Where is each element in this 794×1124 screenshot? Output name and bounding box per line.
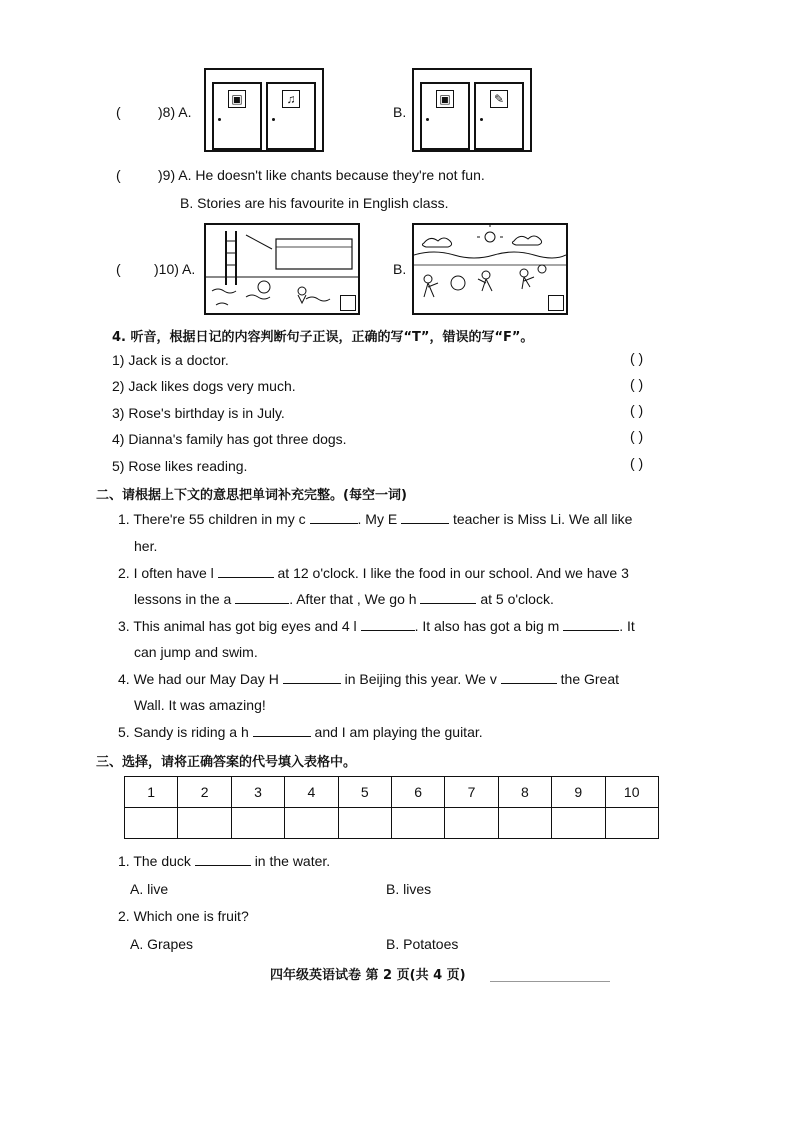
blank[interactable] <box>253 724 311 737</box>
answer-table-header: 6 <box>391 777 444 808</box>
sec4-answer-bracket-1[interactable]: ( ) <box>630 350 644 366</box>
answer-cell[interactable] <box>231 808 284 839</box>
part2-q3-text-c: . It <box>619 618 635 634</box>
part2-q1-text-d: her. <box>134 538 158 554</box>
part3-q1-option-b: B. lives <box>386 881 432 897</box>
blank[interactable] <box>218 565 274 578</box>
part2-q1-line1 <box>118 511 632 527</box>
q9-line-b <box>180 195 448 211</box>
part2-q2-line2 <box>134 591 554 607</box>
section-4-heading: 4. 听音，根据日记的内容判断句子正误，正确的写“T”，错误的写“F”。 <box>112 330 534 345</box>
part2-q2-text-a: 2. I often have l <box>118 565 214 581</box>
q10-option-a-picture <box>204 223 360 315</box>
blank[interactable] <box>401 511 449 524</box>
part2-q2-text-e: at 5 o'clock. <box>480 591 554 607</box>
part3-q1-stem-b: in the water. <box>254 853 331 869</box>
q8-label: 8) A. <box>162 104 192 120</box>
sec4-item-4: 4) Dianna's family has got three dogs. <box>112 431 347 447</box>
sec4-item-3: 3) Rose's birthday is in July. <box>112 405 285 421</box>
part2-q2-text-d: . After that , We go h <box>289 591 417 607</box>
answer-box[interactable] <box>340 295 356 311</box>
answer-cell[interactable] <box>498 808 551 839</box>
page-footer: 四年级英语试卷 第 2 页(共 4 页) <box>270 968 466 983</box>
q10-label-line <box>154 261 195 277</box>
part2-q1-text-c: teacher is Miss Li. We all like <box>452 511 633 527</box>
blank[interactable] <box>310 511 358 524</box>
part2-q1-text-a: 1. There're 55 children in my c <box>118 511 306 527</box>
q9-paren-close: ) <box>158 167 163 183</box>
part2-q2-line1 <box>118 565 629 581</box>
part3-q1-stem-a: 1. The duck <box>118 853 191 869</box>
part3-q2-option-b: B. Potatoes <box>386 936 459 952</box>
answer-table-header: 10 <box>605 777 658 808</box>
door-knob <box>272 118 275 121</box>
q8-option-a-picture <box>204 68 324 152</box>
blank[interactable] <box>420 591 476 604</box>
part2-q3-text-b: . It also has got a big m <box>414 618 560 634</box>
part2-q2-text-c: lessons in the a <box>134 591 232 607</box>
answer-table-header: 4 <box>285 777 338 808</box>
q9-option-b-label: B. <box>180 195 194 211</box>
q8-paren-close: ) <box>158 104 163 120</box>
q9-option-a-text: He doesn't like chants because they're not fun. <box>195 167 485 183</box>
q9-option-b-text: Stories are his favourite in English class. <box>197 195 449 211</box>
part2-q3-line1 <box>118 618 635 634</box>
part2-q4-text-d: Wall. It was amazing! <box>134 697 266 713</box>
answer-box[interactable] <box>548 295 564 311</box>
part2-q3-text-d: can jump and swim. <box>134 644 258 660</box>
part2-q3-text-a: 3. This animal has got big eyes and 4 l <box>118 618 357 634</box>
answer-table-header: 9 <box>552 777 605 808</box>
music-note-icon: ♫ <box>282 90 300 108</box>
sec4-answer-bracket-4[interactable]: ( ) <box>630 428 644 444</box>
q10-label: 10) A. <box>158 261 196 277</box>
sec4-item-1: 1) Jack is a doctor. <box>112 352 229 368</box>
part-2-heading: 二、请根据上下文的意思把单词补充完整。(每空一词) <box>96 488 407 503</box>
door-knob <box>480 118 483 121</box>
answer-table-answer-row <box>125 808 659 839</box>
art-palette-icon: ✎ <box>490 90 508 108</box>
part-3-heading: 三、选择，请将正确答案的代号填入表格中。 <box>96 755 357 770</box>
sec4-answer-bracket-5[interactable]: ( ) <box>630 455 644 471</box>
answer-table <box>124 776 659 839</box>
swimming-pool-illustration <box>206 225 358 313</box>
q8-option-b-picture <box>412 68 532 152</box>
door-knob <box>426 118 429 121</box>
part2-q4-line1 <box>118 671 619 687</box>
answer-table-header-row <box>125 777 659 808</box>
door-knob <box>218 118 221 121</box>
q9-line-a <box>158 167 485 183</box>
sec4-answer-bracket-3[interactable]: ( ) <box>630 402 644 418</box>
answer-cell[interactable] <box>605 808 658 839</box>
part3-q1-stem <box>118 853 330 869</box>
part2-q5-text-a: 5. Sandy is riding a h <box>118 724 249 740</box>
blank[interactable] <box>195 853 251 866</box>
answer-cell[interactable] <box>391 808 444 839</box>
computer-icon: ▣ <box>436 90 454 108</box>
part2-q4-text-a: 4. We had our May Day H <box>118 671 279 687</box>
footer-rule <box>490 981 610 982</box>
blank[interactable] <box>235 591 289 604</box>
part2-q1-text-b: . My E <box>357 511 398 527</box>
blank[interactable] <box>501 671 557 684</box>
q10-paren-close: ) <box>154 261 159 277</box>
answer-cell[interactable] <box>552 808 605 839</box>
q10-paren-open: ( <box>116 261 121 277</box>
sec4-answer-bracket-2[interactable]: ( ) <box>630 376 644 392</box>
door <box>474 82 524 150</box>
answer-table-header: 8 <box>498 777 551 808</box>
part3-q2-stem: 2. Which one is fruit? <box>118 908 249 924</box>
sec4-item-2: 2) Jack likes dogs very much. <box>112 378 296 394</box>
q10-option-b-label: B. <box>393 261 407 277</box>
answer-table-header: 3 <box>231 777 284 808</box>
part3-q1-option-a: A. live <box>130 881 169 897</box>
answer-cell[interactable] <box>178 808 231 839</box>
part2-q4-text-b: in Beijing this year. We v <box>344 671 497 687</box>
answer-table-header: 1 <box>125 777 178 808</box>
answer-cell[interactable] <box>338 808 391 839</box>
blank[interactable] <box>283 671 341 684</box>
part2-q5-line1 <box>118 724 483 740</box>
door <box>212 82 262 150</box>
part2-q4-text-c: the Great <box>560 671 620 687</box>
q10-option-b-picture <box>412 223 568 315</box>
answer-table-header: 2 <box>178 777 231 808</box>
part3-q2-option-a: A. Grapes <box>130 936 194 952</box>
door <box>420 82 470 150</box>
q8-paren-close-label <box>158 104 191 120</box>
q9-label: 9) A. <box>162 167 192 183</box>
beach-illustration <box>414 225 566 313</box>
answer-table-header: 5 <box>338 777 391 808</box>
answer-table-header: 7 <box>445 777 498 808</box>
answer-cell[interactable] <box>445 808 498 839</box>
blank[interactable] <box>563 618 619 631</box>
answer-cell[interactable] <box>285 808 338 839</box>
q9-paren-open: ( <box>116 167 121 183</box>
q8-option-b-label: B. <box>393 104 407 120</box>
q8-paren-open: ( <box>116 104 121 120</box>
answer-cell[interactable] <box>125 808 178 839</box>
blank[interactable] <box>361 618 415 631</box>
part2-q5-text-b: and I am playing the guitar. <box>314 724 483 740</box>
sec4-item-5: 5) Rose likes reading. <box>112 458 248 474</box>
computer-icon: ▣ <box>228 90 246 108</box>
part2-q2-text-b: at 12 o'clock. I like the food in our school. And we have 3 <box>277 565 629 581</box>
door <box>266 82 316 150</box>
